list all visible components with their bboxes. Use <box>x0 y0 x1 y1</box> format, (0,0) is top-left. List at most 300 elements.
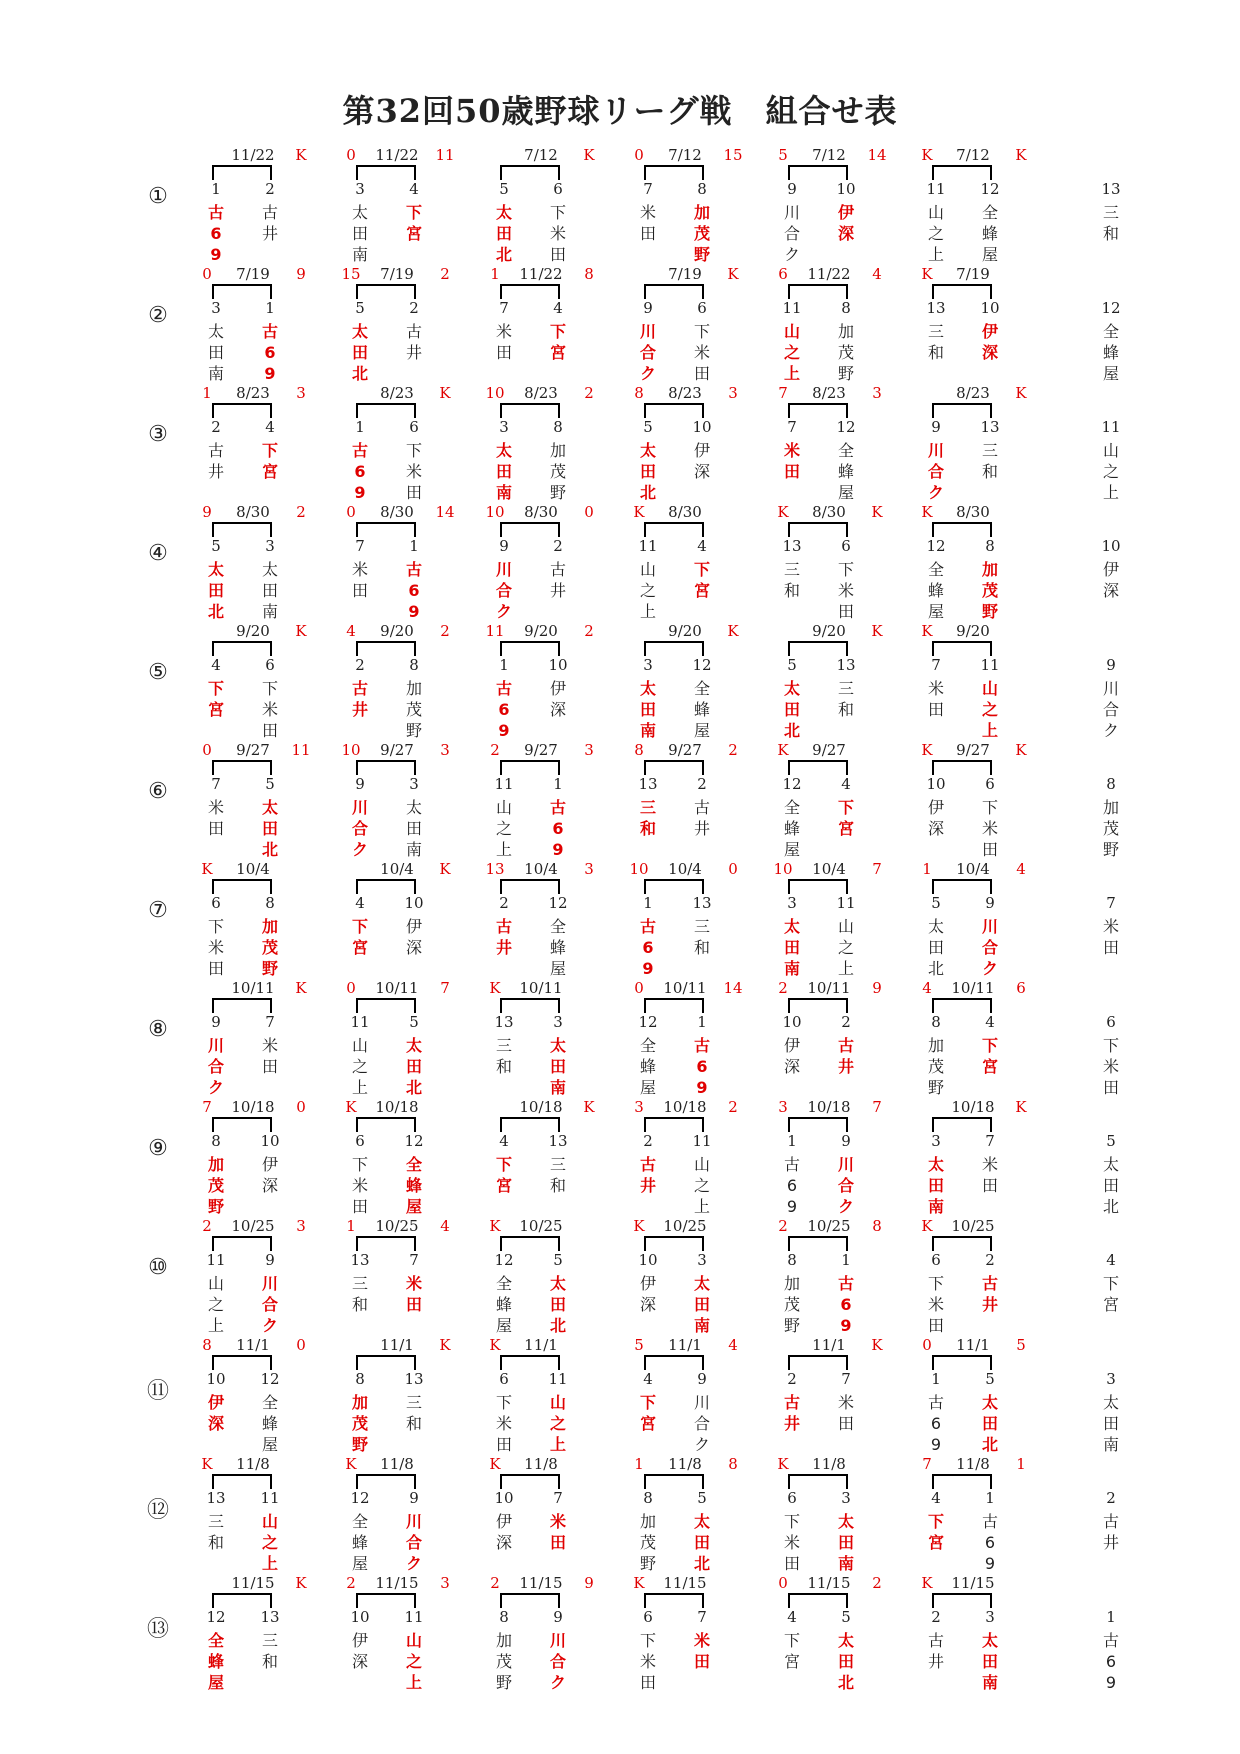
team-name-char: 井 <box>639 1176 656 1195</box>
score-right: 5 <box>1016 1336 1026 1354</box>
team-name <box>690 559 714 601</box>
team-name-char: 北 <box>981 1435 998 1454</box>
match-date: 7/12 <box>956 146 990 164</box>
bye-team <box>1096 735 1126 859</box>
round-number: ⑫ <box>146 1498 169 1523</box>
team-name-char: 山 <box>1102 441 1119 460</box>
score-right: 9 <box>584 1574 594 1592</box>
team-name <box>546 440 570 503</box>
team-name-char: 6 <box>408 581 420 600</box>
score-right: 0 <box>584 503 594 521</box>
team-name-char: 之 <box>783 343 800 362</box>
team-name-char: 下 <box>639 1393 656 1412</box>
team-name-char: 太 <box>693 1512 710 1531</box>
match-date: 9/20 <box>812 622 846 640</box>
team-number: 10 <box>350 1608 370 1626</box>
bye-team-number: 3 <box>1106 1370 1116 1388</box>
team-name-char: 川 <box>927 441 944 460</box>
team-name <box>636 678 660 741</box>
team-name-char: 伊 <box>927 798 944 817</box>
team-name <box>924 1392 948 1455</box>
team-name-char: 上 <box>495 840 512 859</box>
team-name-char: 9 <box>264 364 276 383</box>
score-left: 7 <box>922 1455 932 1473</box>
team-number: 8 <box>409 656 419 674</box>
team-name-char: 古 <box>495 917 512 936</box>
team-number: 3 <box>643 656 653 674</box>
team-name-char: 米 <box>981 1155 998 1174</box>
team-name <box>978 1154 1002 1196</box>
team-name-char: 米 <box>405 1274 422 1293</box>
team-name-char: 田 <box>693 1533 710 1552</box>
score-left: 1 <box>202 384 212 402</box>
score-left: 8 <box>634 384 644 402</box>
team-name-char: 之 <box>261 1533 278 1552</box>
match-date: 9/27 <box>524 741 558 759</box>
team-name-char: 全 <box>693 679 710 698</box>
team-name-char: 和 <box>783 581 800 600</box>
score-right: 15 <box>723 146 743 164</box>
team-number: 6 <box>499 1370 509 1388</box>
match-date: 11/15 <box>807 1574 851 1592</box>
team-number: 6 <box>355 1132 365 1150</box>
match <box>340 378 460 502</box>
match-date: 11/1 <box>668 1336 702 1354</box>
bracket-line <box>500 1117 560 1132</box>
score-right: 2 <box>584 384 594 402</box>
team-name-char: 田 <box>207 959 224 978</box>
bracket-line <box>356 1593 416 1608</box>
team-name-char: 下 <box>639 1631 656 1650</box>
team-number: 9 <box>553 1608 563 1626</box>
team-name-char: ク <box>207 1078 224 1097</box>
team-number: 2 <box>553 537 563 555</box>
team-name <box>780 321 804 384</box>
match-date: 9/20 <box>524 622 558 640</box>
match-date: 7/19 <box>668 265 702 283</box>
team-name <box>780 678 804 741</box>
team-name-char: 深 <box>639 1295 656 1314</box>
team-name <box>492 321 516 363</box>
score-left: 1 <box>922 860 932 878</box>
team-name-char: 北 <box>783 721 800 740</box>
team-number: 4 <box>985 1013 995 1031</box>
match <box>484 1568 604 1692</box>
score-left: 3 <box>778 1098 788 1116</box>
match-date: 11/15 <box>231 1574 275 1592</box>
team-number: 5 <box>553 1251 563 1269</box>
bracket-line <box>212 284 272 299</box>
match <box>628 1211 748 1335</box>
team-number: 5 <box>499 180 509 198</box>
bracket-line <box>788 1236 848 1251</box>
bracket-line <box>500 1474 560 1489</box>
bracket-line <box>500 760 560 775</box>
team-number: 1 <box>643 894 653 912</box>
match <box>916 378 1036 502</box>
team-name-char: 井 <box>693 819 710 838</box>
team-number: 6 <box>643 1608 653 1626</box>
team-name-char: 田 <box>639 462 656 481</box>
bracket-line <box>788 760 848 775</box>
team-name <box>1099 440 1123 503</box>
match <box>916 1568 1036 1692</box>
team-number: 10 <box>692 418 712 436</box>
bracket-line <box>788 998 848 1013</box>
team-name-char: 太 <box>207 560 224 579</box>
team-number: 13 <box>926 299 946 317</box>
team-name-char: 下 <box>207 917 224 936</box>
bye-team-number: 1 <box>1106 1608 1116 1626</box>
team-name-char: 南 <box>837 1554 854 1573</box>
team-number: 10 <box>260 1132 280 1150</box>
team-name-char: 下 <box>495 1155 512 1174</box>
team-name-char: 蜂 <box>207 1652 224 1671</box>
team-name-char: 屋 <box>981 245 998 264</box>
team-name-char: 宮 <box>261 462 278 481</box>
team-name-char: 蜂 <box>495 1295 512 1314</box>
team-name-char: 南 <box>549 1078 566 1097</box>
match <box>484 973 604 1097</box>
team-name-char: 井 <box>981 1295 998 1314</box>
score-right: K <box>1015 146 1027 164</box>
team-name-char: 太 <box>927 917 944 936</box>
score-right: 1 <box>1016 1455 1026 1473</box>
team-name <box>546 1511 570 1553</box>
bracket-line <box>500 165 560 180</box>
team-name-char: 井 <box>783 1414 800 1433</box>
team-name <box>1099 202 1123 244</box>
team-number: 1 <box>355 418 365 436</box>
team-number: 5 <box>931 894 941 912</box>
team-name-char: 川 <box>639 322 656 341</box>
match-date: 8/30 <box>812 503 846 521</box>
team-name-char: 太 <box>783 679 800 698</box>
team-name <box>636 559 660 622</box>
team-name-char: 山 <box>639 560 656 579</box>
team-name-char: 上 <box>981 721 998 740</box>
match <box>772 1568 892 1692</box>
team-name-char: 田 <box>837 1652 854 1671</box>
match <box>772 1330 892 1449</box>
bye-team <box>1096 1449 1126 1568</box>
match-date: 8/23 <box>668 384 702 402</box>
team-name-char: 茂 <box>837 343 854 362</box>
bracket-line <box>788 1593 848 1608</box>
bracket-line <box>644 1117 704 1132</box>
team-name <box>834 678 858 720</box>
match-date: 10/4 <box>812 860 846 878</box>
team-name-char: 加 <box>981 560 998 579</box>
team-name-char: 山 <box>549 1393 566 1412</box>
team-name-char: 下 <box>783 1631 800 1650</box>
team-name <box>492 916 516 958</box>
score-left: K <box>633 1574 645 1592</box>
team-name <box>780 202 804 265</box>
team-number: 8 <box>931 1013 941 1031</box>
team-name-char: 茂 <box>981 581 998 600</box>
bracket-line <box>644 1236 704 1251</box>
match-date: 11/15 <box>951 1574 995 1592</box>
round-row <box>0 497 1240 621</box>
score-left: 0 <box>202 265 212 283</box>
team-name-char: 宮 <box>549 343 566 362</box>
team-name-char: 蜂 <box>261 1414 278 1433</box>
team-name-char: 蜂 <box>405 1176 422 1195</box>
team-name-char: 上 <box>1102 483 1119 502</box>
team-name-char: 田 <box>927 700 944 719</box>
round-number: ⑩ <box>148 1255 168 1280</box>
team-name-char: 6 <box>1105 1652 1117 1671</box>
score-left: 10 <box>485 384 505 402</box>
team-name-char: 米 <box>207 798 224 817</box>
match-date: 9/20 <box>380 622 414 640</box>
team-name-char: 田 <box>549 245 566 264</box>
bracket-line <box>500 879 560 894</box>
bracket-line <box>356 522 416 537</box>
team-name-char: 上 <box>693 1197 710 1216</box>
team-name <box>492 1511 516 1553</box>
match-date: 11/22 <box>807 265 851 283</box>
team-number: 1 <box>787 1132 797 1150</box>
round-row <box>0 378 1240 502</box>
team-name-char: 田 <box>783 938 800 957</box>
team-name-char: 井 <box>927 1652 944 1671</box>
score-left: 2 <box>778 979 788 997</box>
team-number: 5 <box>409 1013 419 1031</box>
bye-team <box>1096 140 1126 259</box>
score-right: 7 <box>872 1098 882 1116</box>
team-name-char: 太 <box>837 1512 854 1531</box>
match <box>772 1449 892 1573</box>
team-name-char: 米 <box>693 1631 710 1650</box>
team-name-char: 三 <box>981 441 998 460</box>
score-left: 6 <box>778 265 788 283</box>
team-number: 9 <box>841 1132 851 1150</box>
team-name-char: 9 <box>354 483 366 502</box>
team-number: 11 <box>782 299 802 317</box>
match <box>196 259 316 383</box>
team-name <box>546 1630 570 1693</box>
round-row <box>0 1568 1240 1692</box>
team-name-char: 井 <box>405 343 422 362</box>
team-name-char: 三 <box>495 1036 512 1055</box>
team-name-char: 和 <box>981 462 998 481</box>
round-row <box>0 1330 1240 1454</box>
team-name-char: 田 <box>351 1197 368 1216</box>
match-date: 10/18 <box>231 1098 275 1116</box>
team-name-char: 宮 <box>207 700 224 719</box>
score-right: 11 <box>435 146 455 164</box>
team-name <box>690 440 714 482</box>
score-right: K <box>1015 741 1027 759</box>
team-name-char: 田 <box>927 1316 944 1335</box>
team-name-char: 之 <box>549 1414 566 1433</box>
match-date: 11/15 <box>375 1574 419 1592</box>
team-name-char: 太 <box>405 798 422 817</box>
team-name-char: 米 <box>1102 917 1119 936</box>
team-name <box>834 321 858 384</box>
team-name-char: 田 <box>351 224 368 243</box>
match <box>628 378 748 502</box>
team-name-char: 田 <box>207 581 224 600</box>
match <box>916 1330 1036 1454</box>
team-name-char: 田 <box>405 1295 422 1314</box>
team-name <box>258 559 282 622</box>
team-name-char: ク <box>351 840 368 859</box>
score-left: K <box>921 1217 933 1235</box>
team-name-char: 9 <box>930 1435 942 1454</box>
bracket-line <box>644 403 704 418</box>
team-name <box>636 202 660 244</box>
team-name <box>690 1511 714 1574</box>
match-date: 9/27 <box>956 741 990 759</box>
team-name <box>834 1511 858 1574</box>
team-name-char: 下 <box>927 1512 944 1531</box>
match-date: 8/23 <box>812 384 846 402</box>
team-number: 3 <box>787 894 797 912</box>
match <box>484 497 604 621</box>
team-name-char: 田 <box>351 343 368 362</box>
team-name-char: ク <box>837 1197 854 1216</box>
score-right: K <box>295 622 307 640</box>
team-name-char: 茂 <box>927 1057 944 1076</box>
team-name-char: 川 <box>693 1393 710 1412</box>
match-date: 10/4 <box>524 860 558 878</box>
team-name <box>204 678 228 720</box>
team-name-char: 太 <box>351 322 368 341</box>
bracket-line <box>212 760 272 775</box>
bracket-line <box>932 998 992 1013</box>
score-left: K <box>201 1455 213 1473</box>
bracket-line <box>932 1593 992 1608</box>
score-right: K <box>583 1098 595 1116</box>
team-name-char: 宮 <box>693 581 710 600</box>
team-name-char: 太 <box>639 679 656 698</box>
score-left: 3 <box>634 1098 644 1116</box>
team-name <box>780 1511 804 1574</box>
team-number: 6 <box>985 775 995 793</box>
match <box>340 973 460 1097</box>
team-number: 10 <box>638 1251 658 1269</box>
team-name-char: 加 <box>783 1274 800 1293</box>
score-left: 8 <box>634 741 644 759</box>
score-left: 10 <box>485 503 505 521</box>
team-name-char: 野 <box>837 364 854 383</box>
match <box>772 259 892 383</box>
team-name-char: 伊 <box>1102 560 1119 579</box>
score-right: 4 <box>728 1336 738 1354</box>
team-number: 12 <box>206 1608 226 1626</box>
score-right: 4 <box>440 1217 450 1235</box>
team-name <box>978 1630 1002 1693</box>
score-right: 2 <box>728 741 738 759</box>
bracket-line <box>644 998 704 1013</box>
team-number: 4 <box>355 894 365 912</box>
team-number: 2 <box>787 1370 797 1388</box>
team-number: 12 <box>782 775 802 793</box>
score-right: K <box>583 146 595 164</box>
bye-team <box>1096 973 1126 1097</box>
team-name-char: 田 <box>639 1673 656 1692</box>
team-number: 2 <box>697 775 707 793</box>
team-name-char: 之 <box>837 938 854 957</box>
bracket-line <box>644 879 704 894</box>
score-left: 0 <box>634 146 644 164</box>
team-name-char: 下 <box>1102 1274 1119 1293</box>
team-name-char: 三 <box>549 1155 566 1174</box>
score-right: K <box>439 1336 451 1354</box>
team-name-char: 北 <box>495 245 512 264</box>
round-row <box>0 735 1240 859</box>
score-right: 3 <box>296 384 306 402</box>
team-name-char: 9 <box>552 840 564 859</box>
team-name-char: 田 <box>261 581 278 600</box>
team-number: 12 <box>836 418 856 436</box>
team-name-char: ク <box>639 364 656 383</box>
team-name-char: ク <box>405 1554 422 1573</box>
bye-team-number: 13 <box>1101 180 1121 198</box>
team-name-char: 全 <box>261 1393 278 1412</box>
team-number: 6 <box>553 180 563 198</box>
team-number: 13 <box>404 1370 424 1388</box>
team-number: 8 <box>697 180 707 198</box>
bracket-line <box>212 1593 272 1608</box>
bracket-line <box>356 1236 416 1251</box>
team-number: 7 <box>355 537 365 555</box>
team-name <box>978 440 1002 482</box>
team-name-char: 太 <box>693 1274 710 1293</box>
team-name <box>402 440 426 503</box>
match <box>772 140 892 264</box>
team-number: 1 <box>553 775 563 793</box>
match-date: 7/19 <box>380 265 414 283</box>
team-name-char: 米 <box>405 462 422 481</box>
team-name-char: 井 <box>1102 1533 1119 1552</box>
team-name <box>546 1154 570 1196</box>
score-left: 0 <box>346 979 356 997</box>
team-number: 13 <box>494 1013 514 1031</box>
match-date: 9/20 <box>236 622 270 640</box>
bracket-line <box>788 522 848 537</box>
score-left: K <box>921 741 933 759</box>
team-name-char: 全 <box>1102 322 1119 341</box>
match-date: 9/20 <box>668 622 702 640</box>
team-name <box>348 1511 372 1574</box>
team-number: 8 <box>265 894 275 912</box>
match-date: 10/18 <box>375 1098 419 1116</box>
team-name-char: 古 <box>261 322 278 341</box>
team-name-char: 合 <box>495 581 512 600</box>
team-name <box>348 1154 372 1217</box>
match-date: 10/11 <box>663 979 707 997</box>
score-right: 2 <box>296 503 306 521</box>
team-name-char: 井 <box>549 581 566 600</box>
score-right: 9 <box>296 265 306 283</box>
match <box>628 1449 748 1573</box>
team-number: 10 <box>404 894 424 912</box>
team-name-char: 古 <box>981 1274 998 1293</box>
match-date: 8/23 <box>524 384 558 402</box>
team-name-char: 宮 <box>783 1652 800 1671</box>
team-number: 3 <box>265 537 275 555</box>
team-number: 12 <box>404 1132 424 1150</box>
team-name <box>204 440 228 482</box>
score-left: 1 <box>634 1455 644 1473</box>
bracket-line <box>356 165 416 180</box>
score-right: 0 <box>296 1336 306 1354</box>
team-name <box>924 1630 948 1672</box>
